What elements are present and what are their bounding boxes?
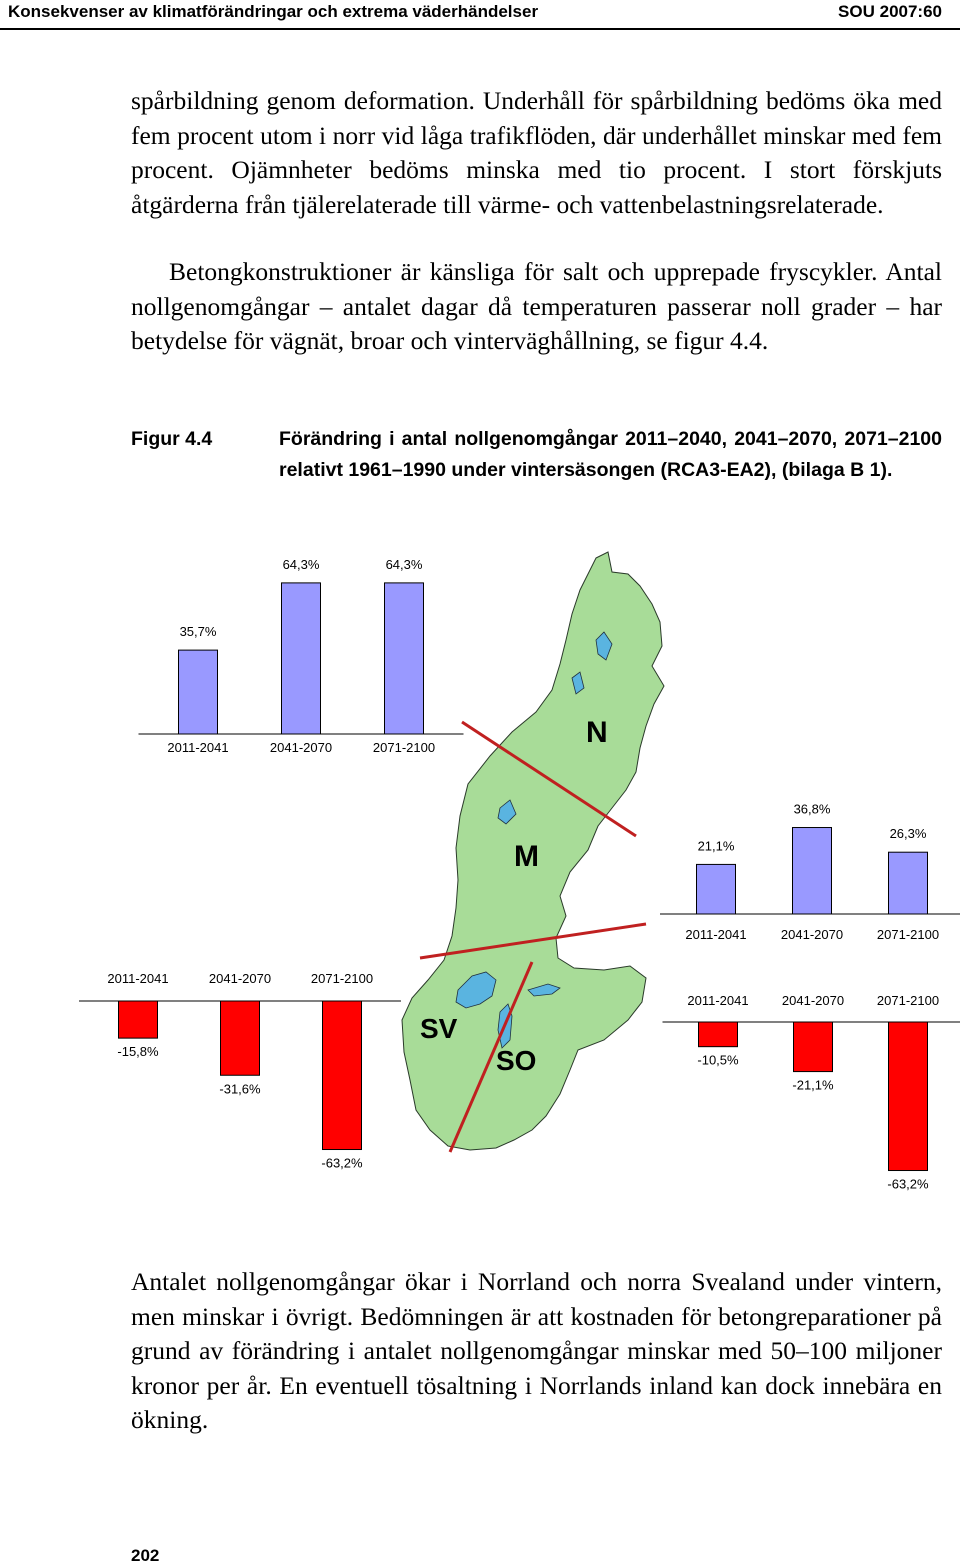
chart-n-value-label: 64,3%	[386, 557, 423, 572]
chart-sv-value-label: -15,8%	[117, 1044, 159, 1059]
chart-sv-tick-label: 2041-2070	[209, 971, 271, 986]
chart-so	[663, 993, 960, 1192]
chart-m-bar	[889, 852, 928, 914]
region-label-so: SO	[496, 1045, 536, 1076]
chart-so-value-label: -21,1%	[792, 1078, 834, 1093]
chart-so-bar	[699, 1022, 738, 1047]
sweden-map	[402, 552, 664, 1152]
chart-sv-bar	[119, 1001, 158, 1038]
chart-n-value-label: 64,3%	[283, 557, 320, 572]
chart-n-bar	[179, 650, 218, 734]
chart-so-value-label: -63,2%	[887, 1177, 929, 1192]
chart-so-tick-label: 2071-2100	[877, 993, 939, 1008]
header-title: Konsekvenser av klimatförändringar och extrema väderhändelser	[8, 0, 538, 24]
chart-m-tick-label: 2071-2100	[877, 927, 939, 942]
chart-n-tick-label: 2011-2041	[167, 740, 228, 755]
chart-so-value-label: -10,5%	[697, 1053, 739, 1068]
body-paragraph-2: Betongkonstruktioner är känsliga för salt och upprepade fryscykler. Antal nollgenomgångar – antalet dagar då temperaturen passerar noll grader – har betydelse för vägnät, broar och vinterväghållning, se figur 4.4.	[131, 255, 942, 359]
chart-m-tick-label: 2011-2041	[685, 927, 746, 942]
chart-m-tick-label: 2041-2070	[781, 927, 843, 942]
chart-m-bar	[793, 828, 832, 914]
chart-n	[139, 557, 464, 755]
chart-sv-bar	[221, 1001, 260, 1075]
chart-sv-tick-label: 2071-2100	[311, 971, 373, 986]
header-report-number: SOU 2007:60	[838, 0, 942, 24]
chart-m-value-label: 36,8%	[794, 802, 831, 817]
body-paragraph-1: spårbildning genom deformation. Underhåll för spårbildning bedöms öka med fem procent utom i norr vid låga trafikflöden, där underhållet minskar med fem procent. Ojämnheter bedöms minska med tio procent. I stort förskjuts åtgärderna från tjälerelaterade till värme- och vattenbelastningsrelaterade.	[131, 84, 942, 222]
chart-sv-bar	[323, 1001, 362, 1150]
page-number: 202	[131, 1546, 159, 1566]
region-label-m: M	[514, 840, 539, 873]
chart-n-value-label: 35,7%	[180, 624, 217, 639]
chart-so-tick-label: 2011-2041	[687, 993, 748, 1008]
chart-m-value-label: 26,3%	[890, 826, 927, 841]
region-label-n: N	[586, 716, 608, 749]
chart-n-bar	[282, 583, 321, 734]
figure-caption: Förändring i antal nollgenomgångar 2011–2040, 2041–2070, 2071–2100 relativt 1961–1990 under vintersäsongen (RCA3-EA2), (bilaga B 1).	[279, 424, 942, 486]
chart-m	[660, 802, 960, 942]
chart-m-bar	[697, 864, 736, 914]
chart-n-tick-label: 2041-2070	[270, 740, 332, 755]
chart-n-bar	[385, 583, 424, 734]
figure-label: Figur 4.4	[131, 424, 212, 455]
chart-sv-value-label: -63,2%	[321, 1156, 363, 1171]
chart-m-value-label: 21,1%	[698, 838, 735, 853]
region-label-sv: SV	[420, 1013, 458, 1044]
body-paragraph-3: Antalet nollgenomgångar ökar i Norrland och norra Svealand under vintern, men minskar i övrigt. Bedömningen är att kostnaden för betongreparationer på grund av förändring i antalet nollgenomgångar minskar med 50–100 miljoner kronor per år. En eventuell tösaltning i Norrlands inland kan dock innebära en ökning.	[131, 1265, 942, 1438]
chart-so-bar	[794, 1022, 833, 1072]
chart-sv	[79, 971, 401, 1171]
chart-so-bar	[889, 1022, 928, 1171]
chart-sv-value-label: -31,6%	[219, 1081, 261, 1096]
chart-so-tick-label: 2041-2070	[782, 993, 844, 1008]
chart-sv-tick-label: 2011-2041	[107, 971, 168, 986]
chart-n-tick-label: 2071-2100	[373, 740, 435, 755]
